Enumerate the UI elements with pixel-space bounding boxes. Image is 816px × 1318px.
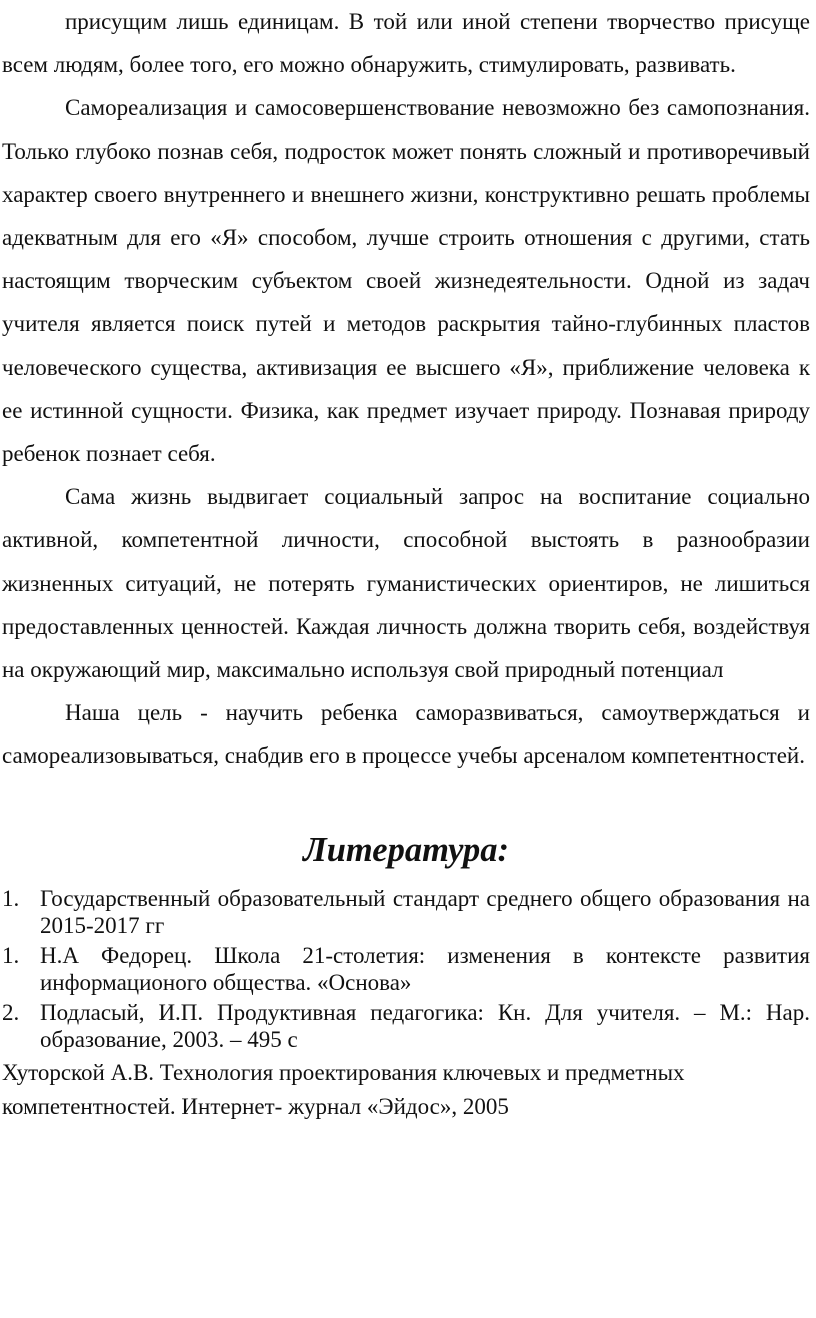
reference-item bbox=[2, 885, 810, 939]
reference-number: 2. bbox=[2, 999, 20, 1025]
paragraph: Самореализация и самосовершенствование невозможно без самопознания. Только глубоко познав себя, подросток может понять сложный и противоречивый характер своего внутреннего и внешнего жизни, конструктивно решать проблемы адекватным для его «Я» способом, лучше строить отношения с другими, стать настоящим творческим субъектом своей жизнедеятельности. Одной из задач учителя является поиск путей и методов раскрытия тайно-глубинных пластов человеческого существа, активизация ее высшего «Я», приближение человека к ее истинной сущности. Физика, как предмет изучает природу. Познавая природу ребенок познает себя. bbox=[2, 95, 810, 467]
paragraph-continuation bbox=[2, 0, 810, 86]
section-gap bbox=[2, 778, 810, 835]
reference-number: 1. bbox=[2, 885, 20, 911]
reference-text: Подласый, И.П. Продуктивная педагогика: Кн. Для учителя. – М.: Нар. образование, 2003. – 495 с bbox=[40, 999, 810, 1052]
reference-text: Государственный образовательный стандарт среднего общего образования на 2015-2017 гг bbox=[40, 885, 810, 938]
paragraph: Наша цель - научить ребенка саморазвиваться, самоутверждаться и самореализовываться, снабдив его в процессе учебы арсеналом компетентностей. bbox=[2, 700, 810, 769]
body-text bbox=[2, 0, 810, 778]
reference-item bbox=[2, 999, 810, 1053]
paragraph: Сама жизнь выдвигает социальный запрос на воспитание социально активной, компетентной личности, способной выстоять в разнообразии жизненных ситуаций, не потерять гуманистических ориентиров, не лишиться предоставленных ценностей. Каждая личность должна творить себя, воздействуя на окружающий мир, максимально используя свой природный потенциал bbox=[2, 484, 810, 683]
paragraph-text: присущим лишь единицам. В той или иной степени творчество присуще всем людям, более того, его можно обнаружить, стимулировать, развивать. bbox=[2, 9, 810, 78]
reference-unnumbered: Хуторской А.В. Технология проектирования ключевых и предметных компетентностей. Интернет- журнал «Эйдос», 2005 bbox=[2, 1059, 685, 1119]
reference-item bbox=[2, 942, 810, 996]
reference-list bbox=[2, 885, 810, 1053]
reference-number: 1. bbox=[2, 942, 20, 968]
reference-text: Н.А Федорец. Школа 21-столетия: изменения в контексте развития информационого общества. «Основа» bbox=[40, 942, 810, 995]
literature-heading: Литература: bbox=[303, 830, 509, 869]
